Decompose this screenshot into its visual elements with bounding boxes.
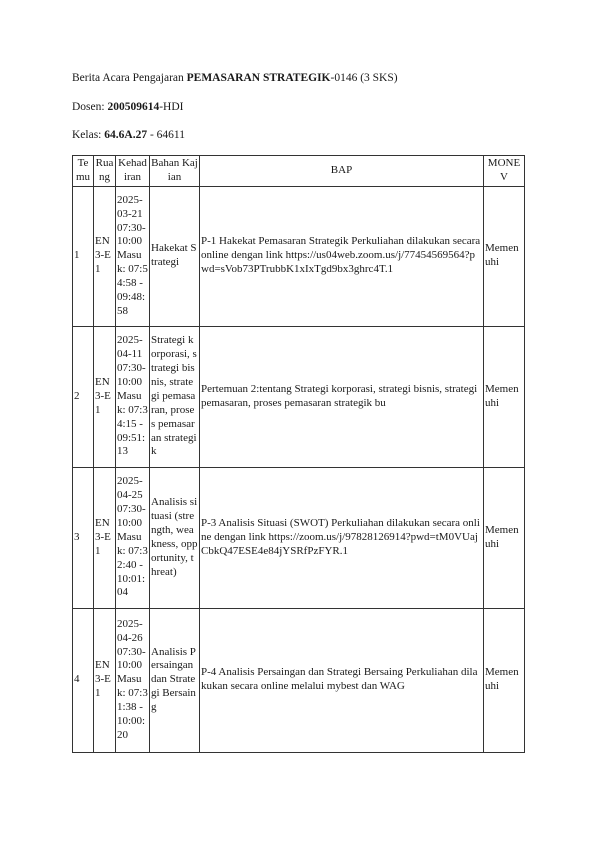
cell-bahan-kajian: Hakekat Strategi (150, 186, 200, 326)
class-id: 64.6A.27 (104, 129, 148, 141)
course-name: PEMASARAN STRATEGIK (186, 72, 331, 84)
class-label: Kelas: (72, 129, 105, 141)
table-header-row (73, 156, 525, 187)
col-header-monev: MONE V (484, 156, 525, 187)
cell-no: 4 (73, 608, 94, 752)
table-row (73, 608, 525, 752)
cell-ruang: EN 3-E1 (94, 608, 116, 752)
cell-no: 1 (73, 186, 94, 326)
cell-bahan-kajian: Analisis situasi (strength, weakness, opportunity, threat) (150, 467, 200, 608)
cell-ruang: EN 3-E1 (94, 186, 116, 326)
cell-monev: Memenuhi (484, 608, 525, 752)
col-header-bahan-kajian: Bahan Kajian (150, 156, 200, 187)
lecturer-code: -HDI (159, 101, 184, 113)
cell-bap: Pertemuan 2:tentang Strategi korporasi, strategi bisnis, strategi pemasaran, proses pemasaran strategik bu (200, 326, 484, 467)
cell-bap: P-4 Analisis Persaingan dan Strategi Bersaing Perkuliahan dilakukan secara online melalui mybest dan WAG (200, 608, 484, 752)
cell-bahan-kajian: Strategi korporasi, strategi bisnis, strategi pemasaran, proses pemasaran strategik (150, 326, 200, 467)
cell-bahan-kajian: Analisis Persaingan dan Strategi Bersaing (150, 608, 200, 752)
col-header-pertemuan: Te mu (73, 156, 94, 187)
table-row (73, 186, 525, 326)
course-title-prefix: Berita Acara Pengajaran (72, 72, 187, 84)
cell-ruang: EN 3-E1 (94, 467, 116, 608)
cell-no: 3 (73, 467, 94, 608)
class-line (72, 128, 185, 142)
lecturer-id: 200509614 (107, 101, 160, 113)
col-header-bap: BAP (200, 156, 484, 187)
cell-monev: Memenuhi (484, 467, 525, 608)
col-header-ruang: Rua ng (94, 156, 116, 187)
course-code: -0146 (3 SKS) (330, 72, 398, 84)
cell-monev: Memenuhi (484, 186, 525, 326)
cell-ruang: EN 3-E1 (94, 326, 116, 467)
col-header-kehadiran: Kehad iran (116, 156, 150, 187)
lecturer-label: Dosen: (72, 101, 108, 113)
table-row (73, 326, 525, 467)
cell-kehadiran: 2025-03-21 07:30-10:00 Masuk: 07:54:58 - 09:48:58 (116, 186, 150, 326)
cell-bap: P-1 Hakekat Pemasaran Strategik Perkuliahan dilakukan secara online dengan link https://us04web.zoom.us/j/77454569564?pwd=sVob73PTrubbK1xIxTgd9bx3ghrc4T.1 (200, 186, 484, 326)
cell-bap: P-3 Analisis Situasi (SWOT) Perkuliahan dilakukan secara online dengan link https://zoom.us/j/97828126914?pwd=tM0VUajCbkQ47ESE4e84jYSRfPzFYR.1 (200, 467, 484, 608)
class-code: - 64611 (147, 129, 185, 141)
table-row (73, 467, 525, 608)
cell-no: 2 (73, 326, 94, 467)
bap-table (72, 155, 525, 753)
cell-kehadiran: 2025-04-11 07:30-10:00 Masuk: 07:34:15 - 09:51:13 (116, 326, 150, 467)
cell-kehadiran: 2025-04-26 07:30-10:00 Masuk: 07:31:38 - 10:00:20 (116, 608, 150, 752)
lecturer-line (72, 100, 184, 114)
cell-monev: Memenuhi (484, 326, 525, 467)
course-title (72, 71, 398, 85)
cell-kehadiran: 2025-04-25 07:30-10:00 Masuk: 07:32:40 - 10:01:04 (116, 467, 150, 608)
